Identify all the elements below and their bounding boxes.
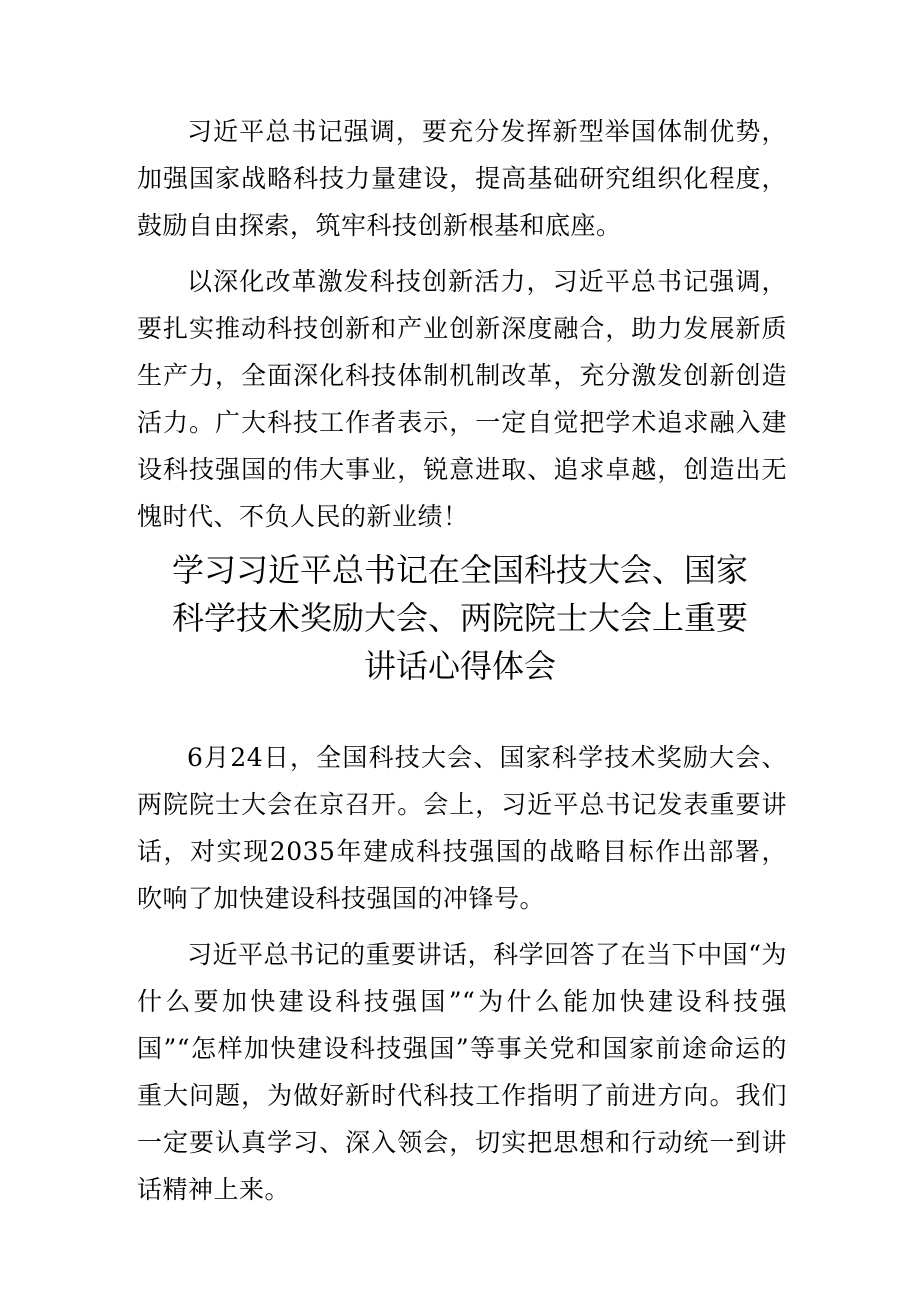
paragraph: 6月24日，全国科技大会、国家科学技术奖励大会、两院院士大会在京召开。会上，习近平总书记发表重要讲话，对实现2035年建成科技强国的战略目标作出部署，吹响了加快建设科技强国的冲锋号。	[137, 743, 787, 913]
article-title-line: 学习习近平总书记在全国科技大会、国家	[171, 551, 748, 589]
paragraph: 习近平总书记强调，要充分发挥新型举国体制优势，加强国家战略科技力量建设，提高基础研究组织化程度，鼓励自由探索，筑牢科技创新根基和底座。	[137, 117, 787, 240]
article-body	[137, 734, 787, 1213]
section-previous-article	[137, 108, 787, 540]
article-title	[100, 546, 820, 690]
paragraph: 习近平总书记的重要讲话，科学回答了在当下中国“为什么要加快建设科技强国”“为什么能加快建设科技强国”“怎样加快建设科技强国”等事关党和国家前途命运的重大问题，为做好新时代科技工作指明了前进方向。我们一定要认真学习、深入领会，切实把思想和行动统一到讲话精神上来。	[137, 940, 787, 1204]
paragraph: 以深化改革激发科技创新活力，习近平总书记强调，要扎实推动科技创新和产业创新深度融合，助力发展新质生产力，全面深化科技体制机制改革，充分激发创新创造活力。广大科技工作者表示，一定自觉把学术追求融入建设科技强国的伟大事业，锐意进取、追求卓越，创造出无愧时代、不负人民的新业绩！	[137, 267, 787, 531]
article-title-line: 讲话心得体会	[363, 647, 556, 685]
article-title-line: 科学技术奖励大会、两院院士大会上重要	[171, 599, 748, 637]
